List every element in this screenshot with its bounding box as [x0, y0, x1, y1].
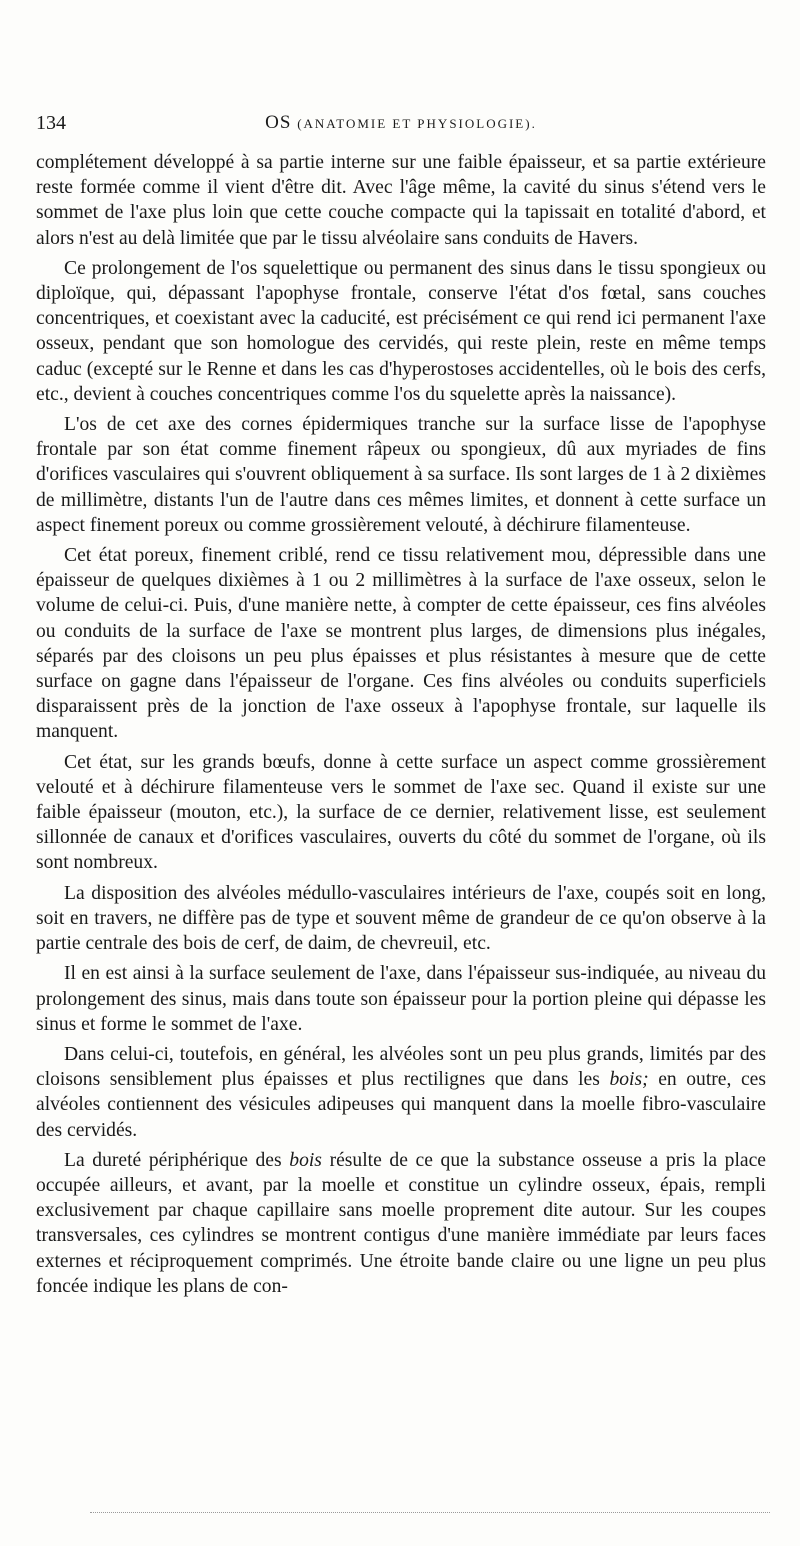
paragraph: Cet état poreux, finement criblé, rend ce tissu relativement mou, dépressible dans une épaisseur de quelques dixièmes à 1 ou 2 millimètres à la surface de l'axe osseux, selon le volume de celui-ci. Puis, d'une manière nette, à compter de cette épaisseur, ces fins alvéoles ou conduits de la surface de l'axe se montrent plus larges, de dimensions plus inégales, séparés par des cloisons un peu plus épaisses et plus résistantes à mesure que de cette surface on gagne dans l'épaisseur de l'organe. Ces fins alvéoles ou conduits superficiels disparaissent près de la jonction de l'axe osseux à l'apophyse frontale, sur laquelle ils manquent. [36, 545, 766, 743]
paragraph-text: résulte de ce que la substance osseuse a pris la place occupée ailleurs, et avant, par la moelle et constitue un cylindre osseux, épais, rempli exclusivement par chaque capillaire sans moelle proprement dite autour. Sur les coupes transversales, ces cylindres se montrent contigus d'une manière immédiate par leurs faces externes et réciproquement comprimés. Une étroite bande claire ou une ligne un peu plus foncée indique les plans de con- [36, 1149, 766, 1297]
running-title-sub: (ANATOMIE ET PHYSIOLOGIE). [297, 116, 537, 131]
paragraph-text: Dans celui-ci, toutefois, en général, les alvéoles sont un peu plus grands, limités par des cloisons sensiblement plus épaisses et plus rectilignes que dans les [36, 1043, 766, 1091]
paragraph: complétement développé à sa partie interne sur une faible épaisseur, et sa partie extérieure reste formée comme il vient d'être dit. Avec l'âge même, la cavité du sinus s'étend vers le sommet de l'axe plus loin que cette couche compacte qui la tapissait en totalité d'abord, et alors n'est au delà limitée que par le tissu alvéolaire sans conduits de Havers. [36, 152, 766, 249]
italic-term: bois; [609, 1069, 649, 1091]
paragraph [36, 1042, 766, 1143]
paragraph: La disposition des alvéoles médullo-vasculaires intérieurs de l'axe, coupés soit en long, soit en travers, ne diffère pas de type et souvent même de grandeur de ce qu'on observe à la partie centrale des bois de cerf, de daim, de chevreuil, etc. [36, 882, 766, 955]
footer-dotted-rule [90, 1512, 770, 1513]
italic-term: bois [289, 1149, 322, 1171]
paragraph-text: La dureté périphérique des [64, 1149, 290, 1171]
running-title-main: OS [265, 112, 292, 133]
paragraph: Ce prolongement de l'os squelettique ou permanent des sinus dans le tissu spongieux ou diploïque, qui, dépassant l'apophyse frontale, conserve l'état d'os fœtal, sans couches concentriques, et coexistant avec la caducité, est précisément ce qui rend ici permanent l'axe osseux, pendant que son homologue des cervidés, qui reste plein, reste en même temps caduc (excepté sur le Renne et dans les cas d'hyperostoses accidentelles, où le bois des cerfs, etc., devient à couches concentriques comme l'os du squelette après la naissance). [36, 257, 766, 405]
paragraph: L'os de cet axe des cornes épidermiques tranche sur la surface lisse de l'apophyse frontale par son état comme finement râpeux ou spongieux, dû aux myriades de fins d'orifices vasculaires qui s'ouvrent obliquement à sa surface. Ils sont larges de 1 à 2 dixièmes de millimètre, distants l'un de l'autre dans ces mêmes limites, et donnent à cette surface un aspect finement poreux ou comme grossièrement velouté, à déchirure filamenteuse. [36, 414, 766, 536]
paragraph [36, 1148, 766, 1299]
paragraph: Il en est ainsi à la surface seulement de l'axe, dans l'épaisseur sus-indiquée, au niveau du prolongement des sinus, mais dans toute son épaisseur pour la portion pleine qui dépasse les sinus et forme le sommet de l'axe. [36, 963, 766, 1035]
body-text [36, 150, 766, 1304]
paragraph-text: en outre, ces alvéoles contiennent des vésicules adipeuses qui manquent dans la moelle fibro-vasculaire des cervidés. [36, 1069, 766, 1141]
page-number: 134 [36, 112, 66, 134]
running-title [36, 112, 766, 134]
page-header [36, 112, 766, 138]
paragraph: Cet état, sur les grands bœufs, donne à cette surface un aspect comme grossièrement velouté et à déchirure filamenteuse vers le sommet de l'axe sec. Quand il existe sur une faible épaisseur (mouton, etc.), la surface de ce dernier, relativement lisse, est seulement sillonnée de canaux et d'orifices vasculaires, ouverts du côté du sommet de l'organe, où ils sont nombreux. [36, 751, 766, 874]
